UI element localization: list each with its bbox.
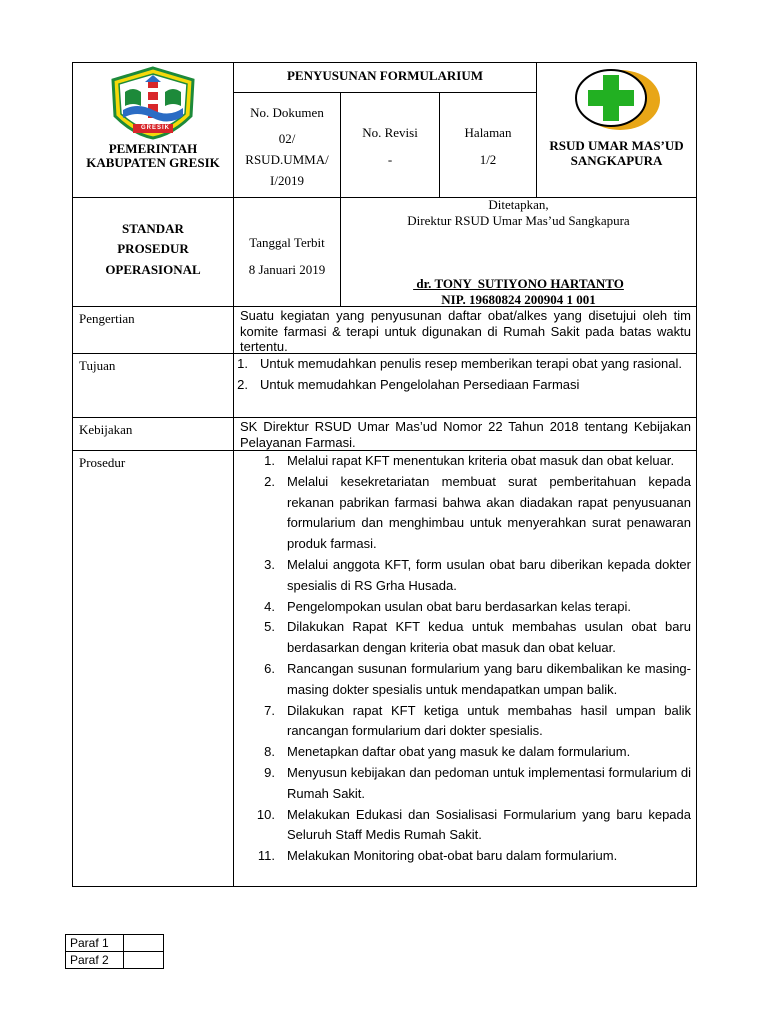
- list-item-number: 1.: [264, 453, 275, 468]
- list-item-number: 7.: [264, 702, 275, 718]
- list-item: [237, 354, 691, 375]
- list-item-text: Dilakukan rapat KFT ketiga untuk membahas hasil umpan balik rancangan formularium dari dokter spesialis.: [287, 702, 691, 739]
- list-item-number: 2.: [264, 473, 275, 489]
- paraf-1-label: Paraf 1: [66, 935, 124, 952]
- paraf-row: [66, 935, 164, 952]
- ditetapkan-label: Ditetapkan,: [488, 197, 549, 212]
- pengertian-text: Suatu kegiatan yang penyusunan daftar obat/alkes yang disetujui oleh tim komite farmasi & terapi untuk digunakan di Rumah Sakit pada batas waktu tertentu.: [240, 308, 691, 354]
- sop-line3: OPERASIONAL: [105, 262, 201, 277]
- no-revisi-cell: [341, 93, 440, 197]
- list-item: [264, 555, 691, 597]
- list-item-text: Menetapkan daftar obat yang masuk ke dalam formularium.: [287, 744, 631, 760]
- list-item-number: 6.: [264, 660, 275, 676]
- paraf-row: [66, 952, 164, 969]
- tujuan-list: [237, 354, 691, 396]
- list-item-number: 11.: [257, 848, 275, 864]
- halaman-label: Halaman: [464, 125, 512, 140]
- sop-line2: PROSEDUR: [117, 241, 189, 256]
- list-item-text: Melalui anggota KFT, form usulan obat baru diberikan kepada dokter spesialis di RS Grha Husada.: [287, 556, 691, 593]
- prosedur-label: Prosedur: [79, 455, 126, 470]
- tujuan-label: Tujuan: [79, 358, 116, 373]
- title-cell: [233, 63, 537, 197]
- right-org-name: [537, 138, 696, 168]
- list-item-text: Pengelompokan usulan obat baru berdasarkan kelas terapi.: [287, 598, 632, 614]
- list-item-text: Melalui kesekretariatan membuat surat pemberitahuan kepada rekanan pabrikan farmasi bahwa akan diadakan rapat penyusuanan formularium dan menghimbau untuk menyerahkan surat penawaran produk farmasi.: [287, 473, 691, 552]
- signer-name: dr. TONY SUTIYONO HARTANTO: [413, 276, 624, 291]
- pengertian-label-cell: [73, 306, 233, 353]
- tanggal-label: Tanggal Terbit: [249, 235, 325, 250]
- no-dokumen-line3: I/2019: [270, 173, 304, 188]
- list-item-text: Melakukan Monitoring obat-obat baru dalam formularium.: [287, 848, 618, 864]
- kebijakan-text: SK Direktur RSUD Umar Mas’ud Nomor 22 Tahun 2018 tentang Kebijakan Pelayanan Farmasi.: [240, 419, 691, 450]
- no-revisi-label: No. Revisi: [362, 125, 418, 140]
- list-item: [237, 375, 691, 396]
- list-item: [257, 846, 691, 867]
- tujuan-label-cell: [73, 353, 233, 417]
- list-item-number: 10.: [256, 806, 275, 822]
- list-item: [264, 597, 691, 618]
- list-item: [256, 805, 691, 847]
- right-org-line2: SANGKAPURA: [570, 153, 663, 168]
- left-org-line1: PEMERINTAH: [108, 141, 198, 156]
- no-dokumen-line1: 02/: [278, 131, 296, 146]
- list-item-number: 1.: [237, 356, 248, 371]
- list-item-text: Untuk memudahkan Pengelolahan Persediaan Farmasi: [260, 376, 580, 392]
- list-item-text: Melakukan Edukasi dan Sosialisasi Formularium yang baru kepada Seluruh Staff Medis Rumah Sakit.: [287, 806, 691, 843]
- left-org-cell: [73, 63, 233, 197]
- no-dokumen-line2: RSUD.UMMA/: [245, 152, 329, 167]
- list-item: [264, 472, 691, 555]
- tujuan-content-cell: [233, 353, 696, 417]
- document-title: PENYUSUNAN FORMULARIUM: [234, 63, 536, 93]
- list-item: [264, 742, 691, 763]
- paraf-2-label: Paraf 2: [66, 952, 124, 969]
- right-org-cell: [537, 63, 696, 197]
- list-item-text: Menyusun kebijakan dan pedoman untuk implementasi formularium di Rumah Sakit.: [287, 764, 691, 801]
- tanggal-value: 8 Januari 2019: [248, 262, 326, 277]
- left-org-name: [73, 142, 233, 170]
- right-org-line1: RSUD UMAR MAS’UD: [549, 138, 684, 153]
- kebijakan-content-cell: [233, 417, 696, 450]
- halaman-value: 1/2: [479, 152, 497, 167]
- list-item: [264, 451, 691, 472]
- list-item-text: Melalui rapat KFT menentukan kriteria obat masuk dan obat keluar.: [287, 453, 675, 468]
- left-org-line2: KABUPATEN GRESIK: [86, 155, 220, 170]
- ditetapkan-cell: [341, 197, 696, 306]
- paraf-table: [65, 934, 164, 969]
- list-item-text: Dilakukan Rapat KFT kedua untuk membahas usulan obat baru berdasarkan dengan kriteria obat masuk dan obat keluar.: [287, 619, 691, 656]
- list-item-number: 4.: [264, 598, 275, 614]
- paraf-2-signature: [124, 952, 164, 969]
- kebijakan-label-cell: [73, 417, 233, 450]
- list-item-number: 3.: [264, 556, 275, 572]
- kebijakan-label: Kebijakan: [79, 422, 133, 437]
- halaman-cell: [440, 93, 536, 197]
- signer-nip: NIP. 19680824 200904 1 001: [441, 292, 596, 307]
- sop-type-cell: [73, 197, 233, 306]
- no-dokumen-cell: [234, 93, 341, 197]
- list-item: [264, 617, 691, 659]
- paraf-1-signature: [124, 935, 164, 952]
- list-item-text: Rancangan susunan formularium yang baru dikembalikan ke masing-masing dokter spesialis untuk mendapatkan umpan balik.: [287, 660, 691, 697]
- tanggal-cell: [233, 197, 341, 306]
- list-item: [264, 701, 691, 743]
- pengertian-content-cell: [233, 306, 696, 353]
- sop-document: [72, 62, 697, 887]
- list-item: [264, 763, 691, 805]
- list-item-number: 8.: [264, 744, 275, 760]
- no-dokumen-label: No. Dokumen: [250, 105, 324, 120]
- sop-line1: STANDAR: [122, 221, 184, 236]
- direktur-title: Direktur RSUD Umar Mas’ud Sangkapura: [407, 213, 630, 228]
- list-item-number: 9.: [264, 764, 275, 780]
- list-item: [264, 659, 691, 701]
- no-revisi-value: -: [387, 152, 393, 167]
- list-item-number: 5.: [264, 619, 275, 635]
- list-item-number: 2.: [237, 376, 248, 392]
- prosedur-content-cell: [233, 450, 696, 886]
- hospital-cross-icon: [573, 67, 663, 131]
- logo-text: GRESIK: [141, 125, 171, 131]
- prosedur-label-cell: [73, 450, 233, 886]
- list-item-text: Untuk memudahkan penulis resep memberikan terapi obat yang rasional.: [260, 356, 683, 371]
- prosedur-list: [256, 451, 691, 867]
- pengertian-label: Pengertian: [79, 311, 135, 326]
